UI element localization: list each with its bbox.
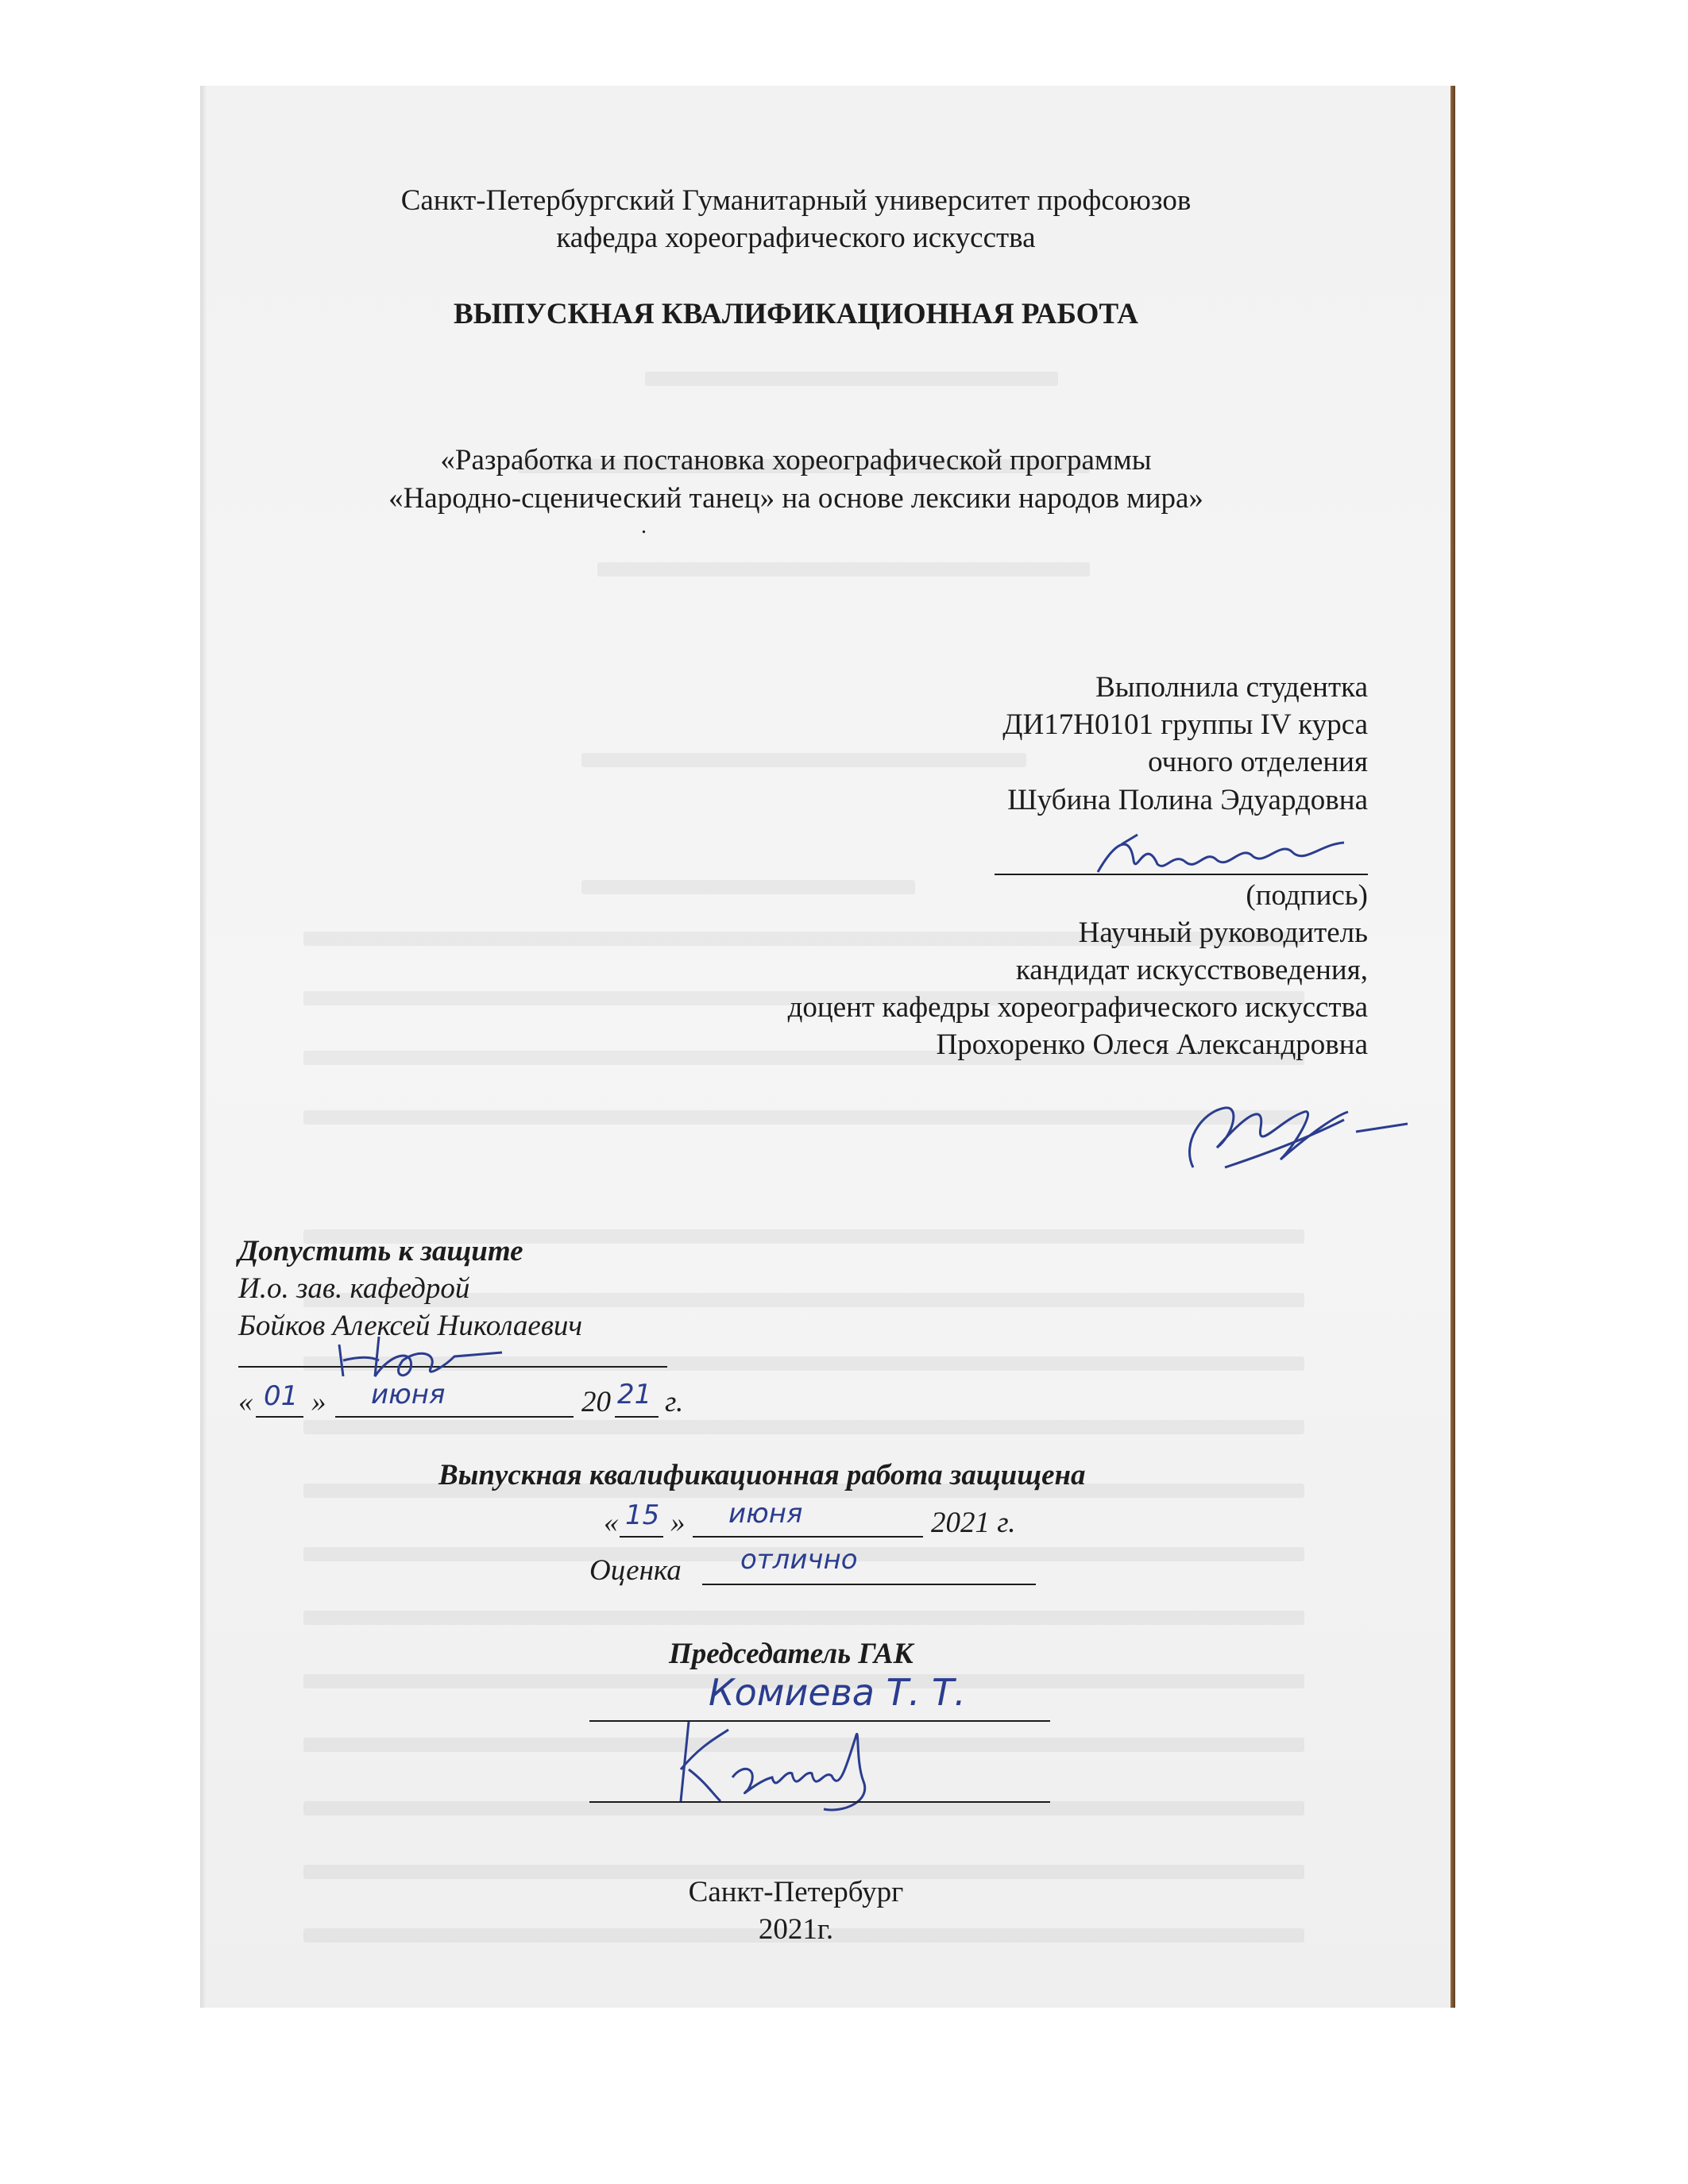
admit-name: Бойков Алексей Николаевич [238, 1310, 583, 1342]
admit-year-line [615, 1416, 659, 1418]
document-type-title: ВЫПУСКНАЯ КВАЛИФИКАЦИОННАЯ РАБОТА [453, 298, 1139, 330]
bleed-through [581, 753, 1026, 767]
admit-date-mid: » [311, 1386, 326, 1418]
defense-day-line [620, 1536, 663, 1538]
student-name: Шубина Полина Эдуардовна [1007, 784, 1368, 816]
admit-day: 01 [264, 1380, 299, 1412]
gak-signature-line [589, 1801, 1050, 1803]
gak-chair-label: Председатель ГАК [669, 1638, 914, 1670]
bleed-through [581, 880, 915, 894]
page-right-edge [1450, 86, 1455, 2008]
admit-month: июня [371, 1379, 446, 1410]
bleed-through [645, 372, 1058, 386]
footer-year: 2021г. [758, 1913, 834, 1946]
admit-year-suffix: 21 [617, 1379, 652, 1410]
bleed-through [303, 1611, 1304, 1625]
defense-title: Выпускная квалификационная работа защищена [438, 1459, 1086, 1491]
supervisor-line-3: доцент кафедры хореографического искусства [787, 991, 1368, 1024]
supervisor-line-1: Научный руководитель [1078, 916, 1368, 949]
admit-year-end: г. [665, 1386, 684, 1418]
stray-dot: . [641, 514, 647, 538]
grade-line [702, 1584, 1036, 1585]
topic-line-2: «Народно-сценический танец» на основе лексики народов мира» [388, 482, 1203, 515]
defense-day: 15 [625, 1499, 660, 1531]
document-page [200, 86, 1455, 2008]
admit-title: Допустить к защите [238, 1235, 523, 1268]
gak-chair-name: Комиева Т. Т. [709, 1671, 966, 1714]
defense-month: июня [728, 1498, 803, 1530]
supervisor-signature [1177, 1088, 1416, 1183]
bleed-through [303, 1110, 1304, 1125]
defense-year: 2021 г. [931, 1507, 1016, 1539]
bleed-through [303, 1420, 1304, 1434]
grade-label: Оценка [589, 1554, 682, 1587]
student-line-1: Выполнила студентка [1095, 671, 1368, 704]
supervisor-name: Прохоренко Олеся Александровна [936, 1028, 1368, 1061]
admit-signature [327, 1321, 510, 1384]
student-line-3: очного отделения [1148, 746, 1368, 778]
supervisor-line-2: кандидат искусствоведения, [1015, 954, 1368, 986]
admit-date-open: « [238, 1386, 253, 1418]
defense-date-open: « [604, 1507, 619, 1539]
defense-month-line [693, 1536, 923, 1538]
page-left-edge [200, 86, 207, 2008]
topic-line-1: «Разработка и постановка хореографической программы [440, 444, 1152, 477]
gak-chair-signature [657, 1706, 919, 1817]
department-name: кафедра хореографического искусства [556, 222, 1036, 254]
signature-caption: (подпись) [1246, 879, 1368, 912]
admit-role: И.о. зав. кафедрой [238, 1272, 470, 1305]
admit-month-line [335, 1416, 574, 1418]
student-line-2: ДИ17Н0101 группы IV курса [1002, 708, 1368, 741]
grade-value: отлично [740, 1544, 858, 1576]
footer-city: Санкт-Петербург [688, 1876, 904, 1908]
admit-year-prefix: 20 [581, 1386, 611, 1418]
university-name: Санкт-Петербургский Гуманитарный университет профсоюзов [400, 184, 1192, 217]
admit-day-line [256, 1416, 303, 1418]
bleed-through [597, 562, 1090, 577]
student-signature [1090, 828, 1352, 884]
defense-date-mid: » [670, 1507, 686, 1539]
